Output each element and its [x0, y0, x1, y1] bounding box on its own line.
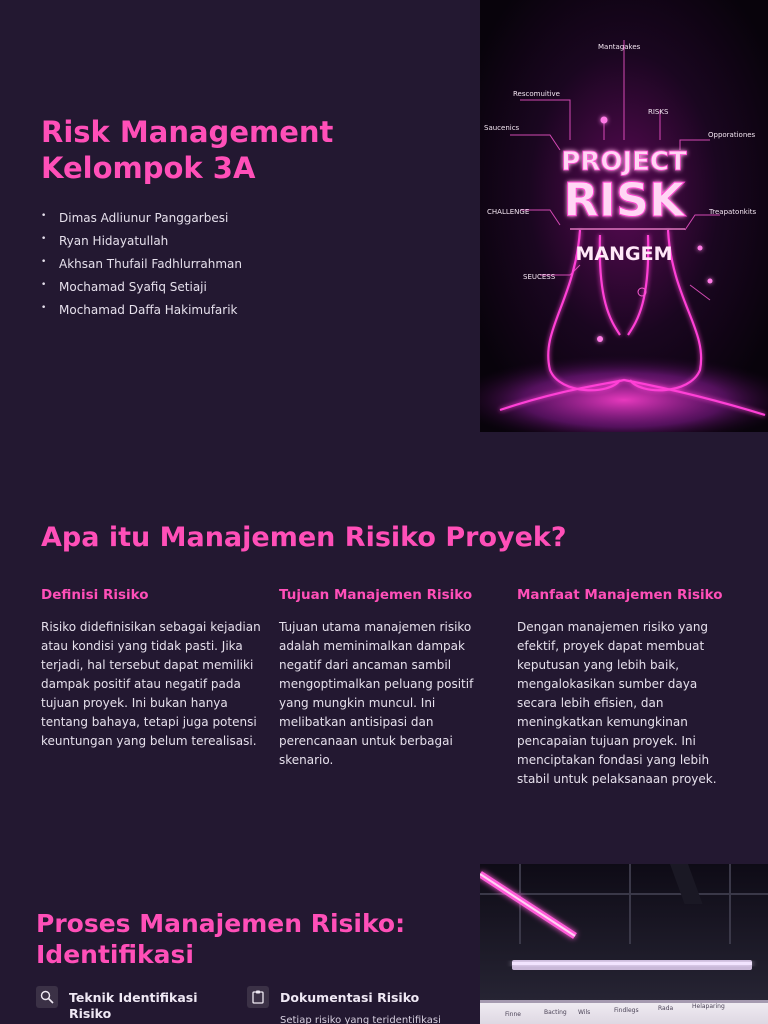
member-item: • Mochamad Daffa Hakimufarik — [41, 299, 242, 322]
column-text: Dengan manajemen risiko yang efektif, proyek dapat membuat keputusan yang lebih baik, mengalokasikan sumber daya secara lebih efisien, dan meningkatkan kemungkinan pencapaian tujuan proyek. Ini menciptakan fondasi yang lebih stabil untuk pelaksanaan proyek. — [517, 620, 717, 786]
column-text: Tujuan utama manajemen risiko adalah meminimalkan dampak negatif dari ancaman sambil mengoptimalkan peluang positif yang mungkin muncul. Ini melibatkan antisipasi dan perencanaan untuk berbagai skenario. — [279, 620, 474, 767]
cover-title-line3: MANGEM — [575, 243, 673, 265]
column-text: Risiko didefinisikan sebagai kejadian atau kondisi yang tidak pasti. Jika terjadi, hal tersebut dapat memiliki dampak positif atau negatif pada tujuan proyek. Ini bukan hanya tentang bahaya, tetapi juga potensi keuntungan yang belum terealisasi. — [41, 620, 261, 748]
magnifier-icon — [36, 986, 58, 1008]
column-heading: Definisi Risiko — [41, 587, 149, 603]
board-label: Findlegs — [614, 1007, 639, 1014]
cover-label: RISKS — [648, 108, 669, 116]
cover-label: CHALLENGE — [487, 208, 530, 216]
project-risk-cover-image — [480, 0, 768, 432]
board-label: Helaparing — [692, 1003, 725, 1010]
board-label: Bacting — [544, 1009, 567, 1016]
feature-heading: Dokumentasi Risiko — [280, 990, 420, 1005]
member-item: • Akhsan Thufail Fadhlurrahman — [41, 253, 242, 276]
cover-label: SEUCESS — [523, 273, 556, 281]
slide-title: Proses Manajemen Risiko: Identifikasi — [36, 909, 406, 969]
slide-title: Apa itu Manajemen Risiko Proyek? — [41, 522, 567, 553]
member-item: • Dimas Adliunur Panggarbesi — [41, 207, 242, 230]
column-heading: Manfaat Manajemen Risiko — [517, 587, 723, 603]
definition-slide — [0, 432, 768, 864]
presentation-title: Risk Management Kelompok 3A — [41, 115, 334, 185]
cover-label: Mantagakes — [598, 43, 641, 51]
feature-text: Setiap risiko yang teridentifikasi — [280, 1015, 441, 1024]
board-label: Finne — [505, 1011, 521, 1018]
cover-label: Treapatonkits — [709, 208, 757, 216]
member-item: • Ryan Hidayatullah — [41, 230, 242, 253]
identification-slide — [0, 864, 768, 1024]
benefit-column — [517, 586, 737, 789]
cover-label: Rescomuitive — [513, 90, 560, 98]
workspace-photo — [480, 864, 768, 1024]
board-label: Rada — [658, 1005, 674, 1012]
board-label: Wils — [578, 1009, 591, 1016]
cover-title-line1: PROJECT — [561, 147, 687, 177]
cover-label: Saucenics — [484, 124, 520, 132]
member-item: • Mochamad Syafiq Setiaji — [41, 276, 242, 299]
goal-column — [279, 586, 499, 770]
column-heading: Tujuan Manajemen Risiko — [279, 587, 473, 603]
member-list — [41, 207, 242, 322]
clipboard-icon — [247, 986, 269, 1008]
cover-label: Opporationes — [708, 131, 756, 139]
definition-column — [41, 586, 261, 751]
feature-heading: Teknik Identifikasi Risiko — [69, 990, 198, 1021]
cover-title-line2: RISK — [563, 173, 685, 227]
title-slide — [0, 0, 768, 432]
